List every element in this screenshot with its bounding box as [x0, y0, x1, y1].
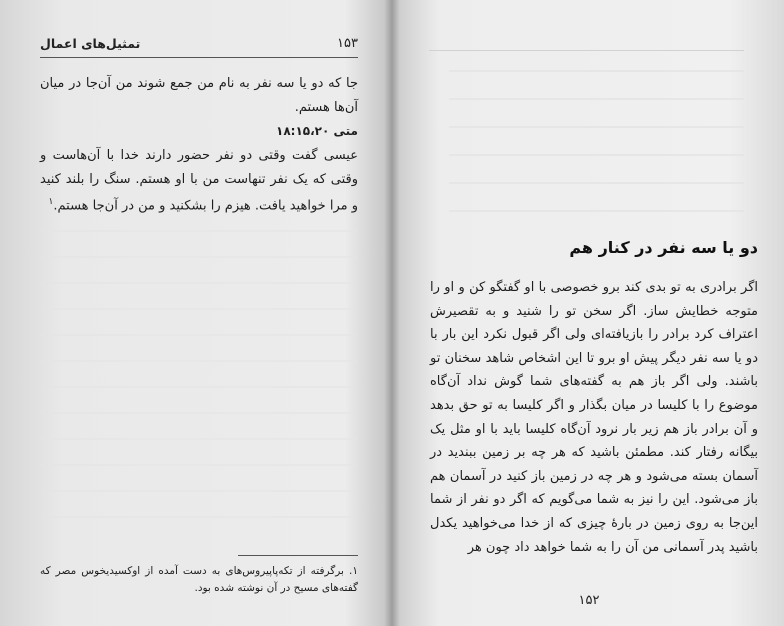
bleed-through-lines	[449, 70, 744, 238]
paragraph-continuation: جا که دو یا سه نفر به نام من جمع شوند من آن‌جا در میان آن‌ها هستم.	[40, 76, 358, 115]
page-number-top: ۱۵۳	[337, 36, 358, 51]
section-heading: دو یا سه نفر در کنار هم	[569, 238, 758, 257]
running-title: تمثیل‌های اعمال	[40, 36, 141, 51]
right-page	[394, 0, 784, 626]
paragraph-quote	[40, 144, 358, 218]
footnote-marker: ۱	[48, 197, 54, 207]
section-body: اگر برادری به تو بدی کند برو خصوصی با او گفتگو کن و او را متوجه خطایش ساز. اگر سخن تو را شنید و به تقصیرش اعتراف کرد برادر را بازیافته‌ای ولی اگر قبول نکرد این بار با دو یا سه نفر دیگر پیش او برو تا این اشخاص شاهد سخنان تو باشند. ولی اگر باز هم به گفته‌های شما گوش نداد آن‌گاه موضوع را با کلیسا در میان بگذار و اگر کلیسا به تو حق بدهد و آن برادر باز هم زیر بار نرود آن‌گاه کلیسا باید با او مثل یک بیگانه رفتار کند. مطمئن باشید که هر چه بر زمین ببندید در آسمان بسته می‌شود و هر چه در زمین باز کنید در آسمان هم باز می‌شود. این را نیز به شما می‌گویم که اگر دو نفر از شما این‌جا به روی زمین در بارهٔ چیزی که از خدا می‌خواهید یکدل باشید پدر آسمانی من آن را به شما خواهد داد چون هر	[430, 280, 758, 555]
paragraph-quote-text: عیسی گفت وقتی دو نفر حضور دارند خدا با آن‌هاست و وقتی که یک نفر تنهاست من با او هستم. سنگ را بلند کنید و مرا خواهید یافت. هیزم را بشکنید و من در آن‌جا هستم.	[40, 148, 358, 214]
footnote: ۱. برگرفته از تکه‌پاپیروس‌های به دست آمده از اوکسیدیخوس مصر که گفته‌های مسیح در آن نوشته شده بود.	[40, 565, 358, 594]
left-page	[0, 0, 388, 626]
footnote-rule	[238, 555, 358, 556]
bleed-through-lines	[40, 230, 358, 542]
scripture-reference: متی ۱۸:۱۵،۲۰	[276, 124, 358, 138]
page-number-bottom: ۱۵۲	[578, 593, 600, 608]
faint-header-rule	[429, 36, 744, 51]
running-header	[40, 36, 358, 58]
